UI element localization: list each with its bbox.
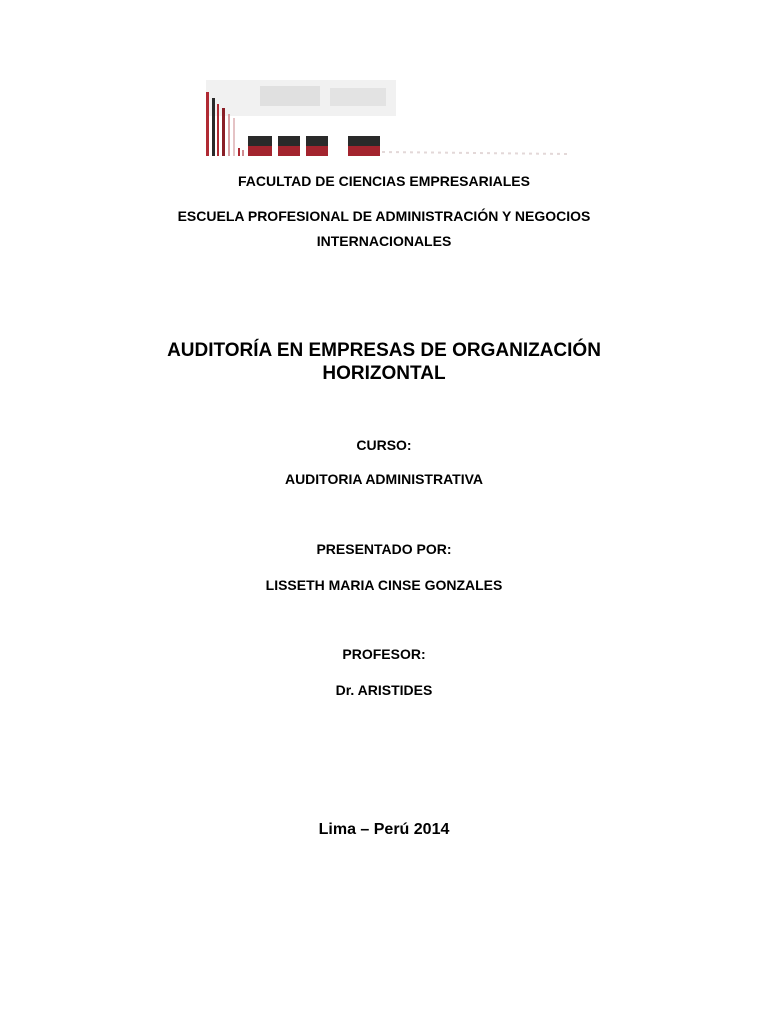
presenter-name: LISSETH MARIA CINSE GONZALES (265, 577, 503, 593)
faculty-heading: FACULTAD DE CIENCIAS EMPRESARIALES (238, 173, 530, 189)
university-logo-image (200, 78, 572, 160)
document-title-line1: AUDITORÍA EN EMPRESAS DE ORGANIZACIÓN (167, 340, 601, 361)
professor-name: Dr. ARISTIDES (335, 682, 433, 698)
school-heading-line2: INTERNACIONALES (316, 233, 452, 249)
place-and-date: Lima – Perú 2014 (318, 821, 450, 838)
course-name: AUDITORIA ADMINISTRATIVA (284, 471, 484, 487)
document-title-line2: HORIZONTAL (322, 363, 446, 384)
presenter-label: PRESENTADO POR: (316, 541, 452, 557)
school-heading-line1: ESCUELA PROFESIONAL DE ADMINISTRACIÓN Y NEGOCIOS (177, 208, 591, 224)
course-label: CURSO: (356, 437, 412, 453)
professor-label: PROFESOR: (342, 646, 426, 662)
